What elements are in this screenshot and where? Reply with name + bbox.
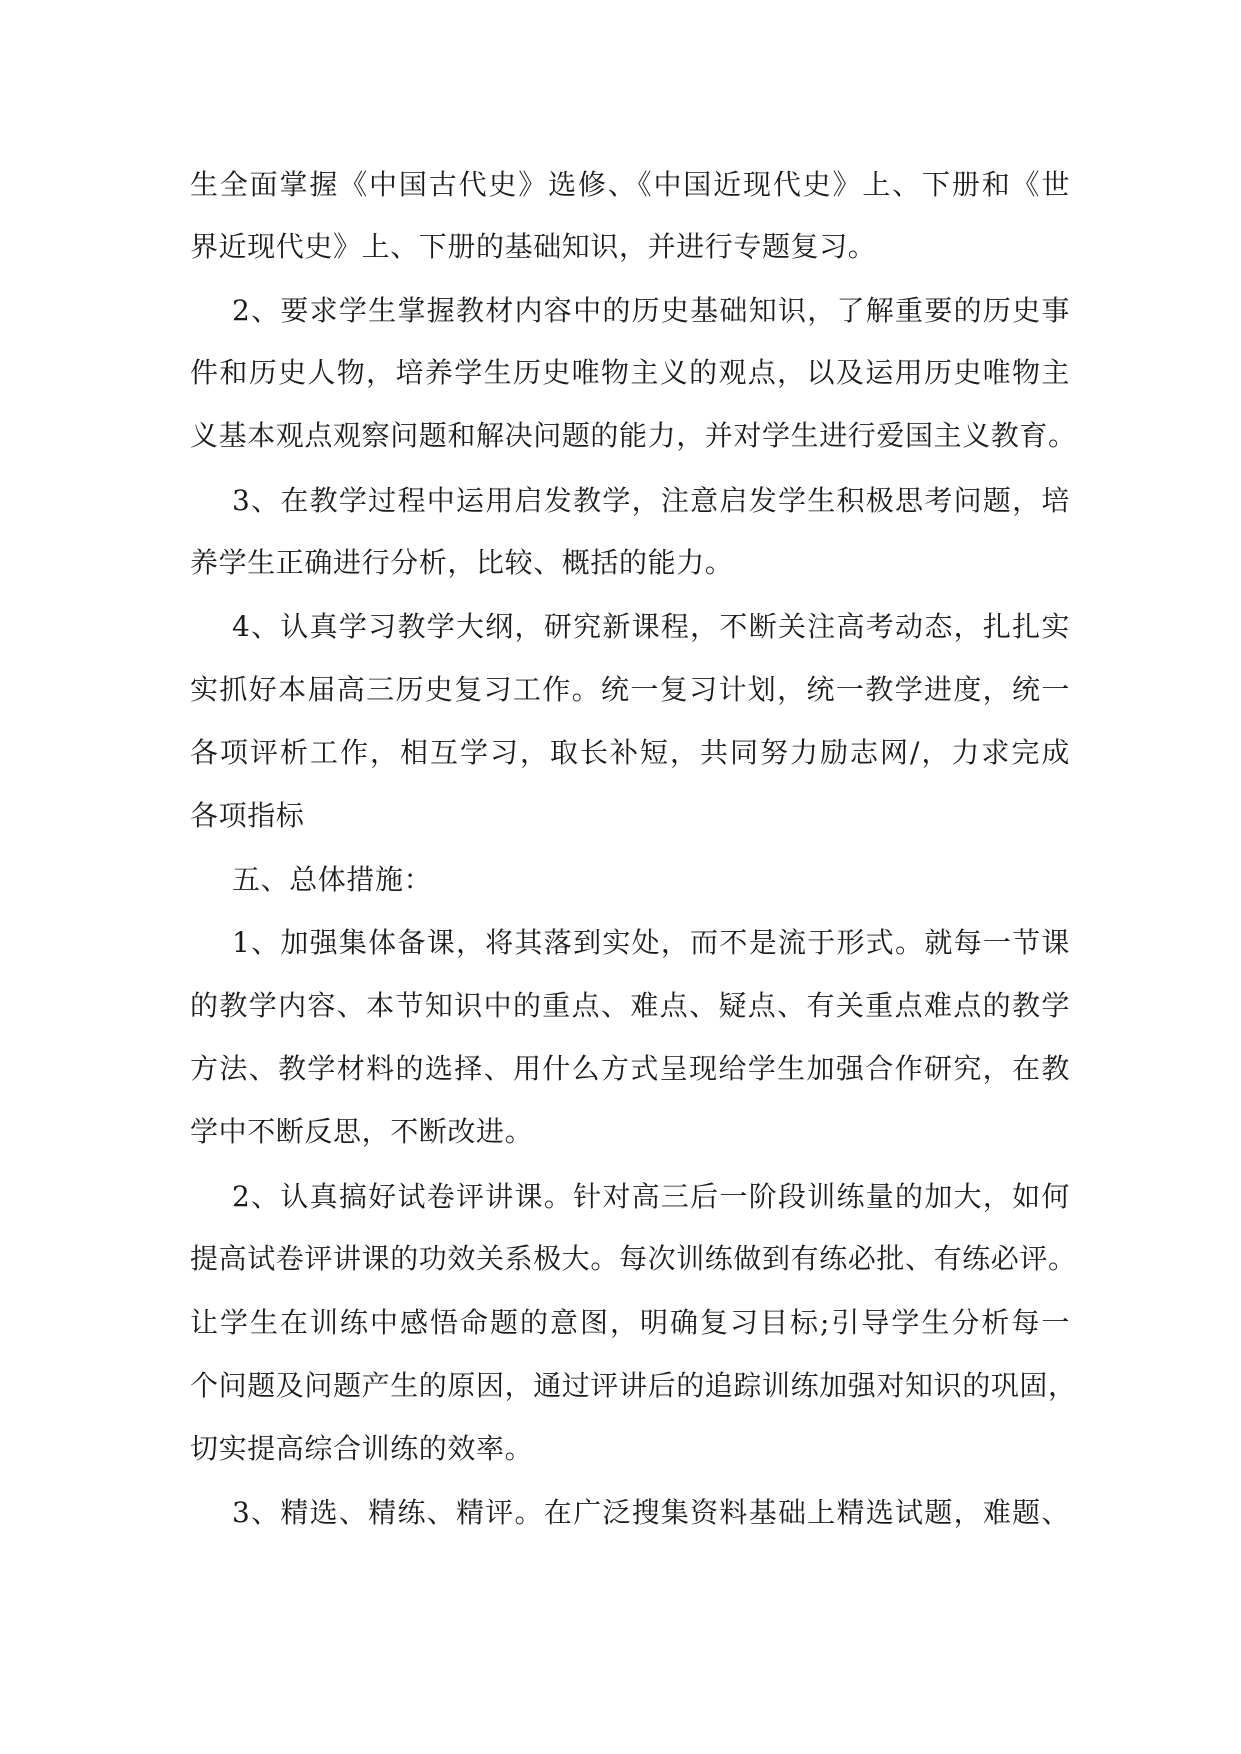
text-line: 界近现代史》上、下册的基础知识，并进行专题复习。 bbox=[190, 230, 877, 263]
section-heading: 五、总体措施： bbox=[232, 863, 433, 896]
text-line: 切实提高综合训练的效率。 bbox=[190, 1432, 534, 1465]
text-line: 各项指标 bbox=[190, 799, 305, 832]
text-line: 个问题及问题产生的原因，通过评讲后的追踪训练加强对知识的巩固， bbox=[190, 1369, 1077, 1402]
text-line: 生全面掌握《中国古代史》选修、《中国近现代史》上、下册和《世 bbox=[190, 168, 1070, 201]
text-line: 各项评析工作，相互学习，取长补短，共同努力励志网/，力求完成 bbox=[190, 736, 1070, 769]
text-line: 3、在教学过程中运用启发教学，注意启发学生积极思考问题，培 bbox=[232, 484, 1070, 517]
text-line: 提高试卷评讲课的功效关系极大。每次训练做到有练必批、有练必评。 bbox=[190, 1242, 1077, 1275]
text-line: 义基本观点观察问题和解决问题的能力，并对学生进行爱国主义教育。 bbox=[190, 419, 1077, 452]
text-line: 实抓好本届高三历史复习工作。统一复习计划，统一教学进度，统一 bbox=[190, 673, 1070, 706]
text-line: 1、加强集体备课，将其落到实处，而不是流于形式。就每一节课 bbox=[232, 926, 1070, 959]
text-line: 2、认真搞好试卷评讲课。针对高三后一阶段训练量的加大，如何 bbox=[232, 1180, 1070, 1213]
text-line: 的教学内容、本节知识中的重点、难点、疑点、有关重点难点的教学 bbox=[190, 989, 1070, 1022]
text-line: 件和历史人物，培养学生历史唯物主义的观点，以及运用历史唯物主 bbox=[190, 356, 1070, 389]
text-line: 养学生正确进行分析，比较、概括的能力。 bbox=[190, 546, 734, 579]
text-line: 4、认真学习教学大纲，研究新课程，不断关注高考动态，扎扎实 bbox=[232, 610, 1070, 643]
text-line: 2、要求学生掌握教材内容中的历史基础知识，了解重要的历史事 bbox=[232, 294, 1070, 327]
text-line: 让学生在训练中感悟命题的意图，明确复习目标;引导学生分析每一 bbox=[190, 1306, 1070, 1339]
text-line: 3、精选、精练、精评。在广泛搜集资料基础上精选试题，难题、 bbox=[232, 1496, 1070, 1529]
text-line: 学中不断反思，不断改进。 bbox=[190, 1115, 534, 1148]
text-line: 方法、教学材料的选择、用什么方式呈现给学生加强合作研究，在教 bbox=[190, 1052, 1070, 1085]
